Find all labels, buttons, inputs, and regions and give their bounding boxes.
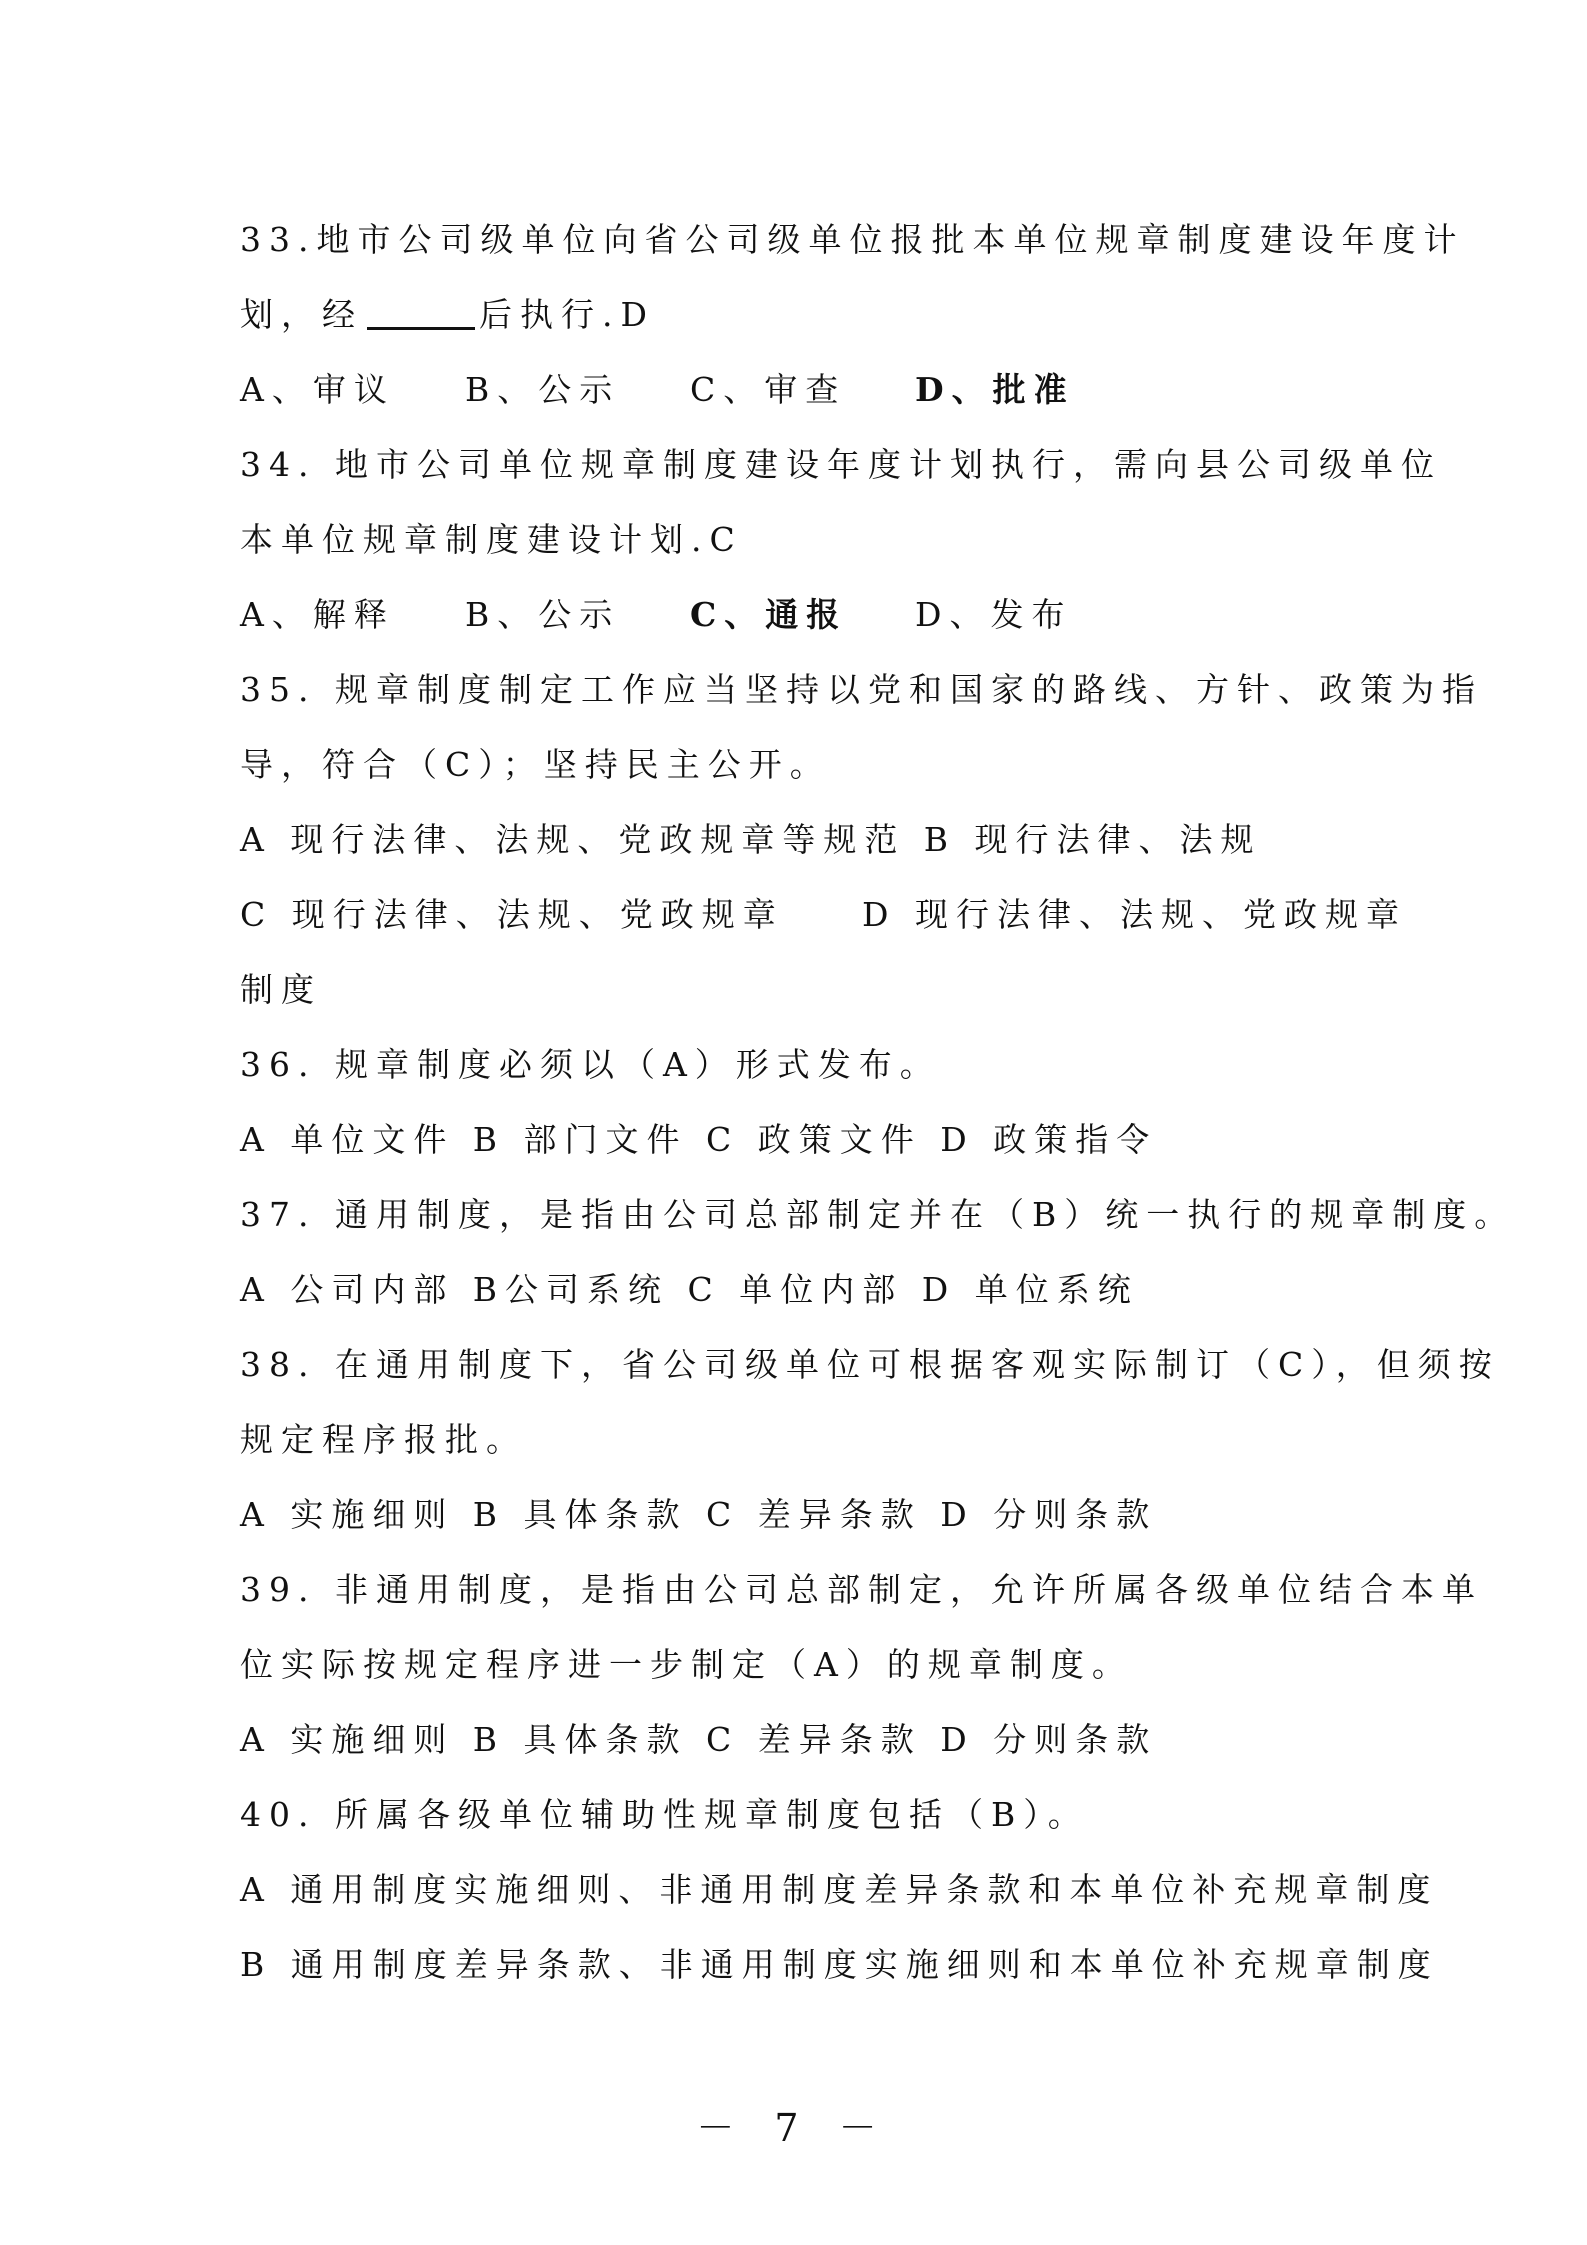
q33-option-b: B、公示 (465, 370, 621, 409)
q35-line2: 导，符合（C）；坚持民主公开。 (240, 745, 831, 784)
q38-line1: 38. 在通用制度下，省公司级单位可根据客观实际制订（C），但须按 (240, 1345, 1500, 1384)
q33-options (240, 360, 1360, 420)
q33-option-a: A、审议 (240, 370, 395, 409)
q35-line1: 35. 规章制度制定工作应当坚持以党和国家的路线、方针、政策为指 (240, 670, 1483, 709)
q33-option-c: C、审查 (690, 370, 847, 409)
q34-line1: 34. 地市公司单位规章制度建设年度计划执行，需向县公司级单位 (240, 445, 1442, 484)
q38-line2: 规定程序报批。 (240, 1420, 527, 1459)
q33-option-d: D、批准 (915, 370, 1075, 409)
q35-option-c: C 现行法律、法规、党政规章 (240, 895, 784, 934)
answer-blank (367, 289, 475, 330)
q35-option-d-cont: 制度 (240, 970, 322, 1009)
q33-line2-post: 后执行.D (479, 295, 655, 334)
q34-option-b: B、公示 (465, 595, 621, 634)
q35-options-cd (240, 885, 1407, 945)
q35-options-ab: A 现行法律、法规、党政规章等规范 B 现行法律、法规 (240, 820, 1262, 859)
q37-line1: 37. 通用制度，是指由公司总部制定并在（B）统一执行的规章制度。 (240, 1195, 1516, 1234)
q34-option-d: D、发布 (915, 595, 1073, 634)
page-number: － 7 － (696, 2106, 891, 2150)
q34-options (240, 585, 1360, 645)
q37-options: A 公司内部 B公司系统 C 单位内部 D 单位系统 (240, 1270, 1139, 1309)
q39-line2: 位实际按规定程序进一步制定（A）的规章制度。 (240, 1645, 1133, 1684)
q33-line2-pre: 划，经 (240, 295, 363, 334)
q40-line1: 40. 所属各级单位辅助性规章制度包括（B）。 (240, 1795, 1089, 1834)
q33-line1: 33.地市公司级单位向省公司级单位报批本单位规章制度建设年度计 (240, 220, 1465, 259)
q35-option-d: D 现行法律、法规、党政规章 (862, 895, 1407, 934)
q39-line1: 39. 非通用制度，是指由公司总部制定，允许所属各级单位结合本单 (240, 1570, 1483, 1609)
q39-options: A 实施细则 B 具体条款 C 差异条款 D 分则条款 (240, 1720, 1158, 1759)
q38-options: A 实施细则 B 具体条款 C 差异条款 D 分则条款 (240, 1495, 1158, 1534)
q34-option-a: A、解释 (240, 595, 395, 634)
q36-options: A 单位文件 B 部门文件 C 政策文件 D 政策指令 (240, 1120, 1158, 1159)
q34-option-c: C、通报 (690, 595, 848, 634)
q34-line2: 本单位规章制度建设计划.C (240, 520, 743, 559)
q36-line1: 36. 规章制度必须以（A）形式发布。 (240, 1045, 941, 1084)
q33-line2 (240, 285, 1360, 345)
q40-option-a: A 通用制度实施细则、非通用制度差异条款和本单位补充规章制度 (240, 1870, 1439, 1909)
q40-option-b: B 通用制度差异条款、非通用制度实施细则和本单位补充规章制度 (240, 1945, 1439, 1984)
